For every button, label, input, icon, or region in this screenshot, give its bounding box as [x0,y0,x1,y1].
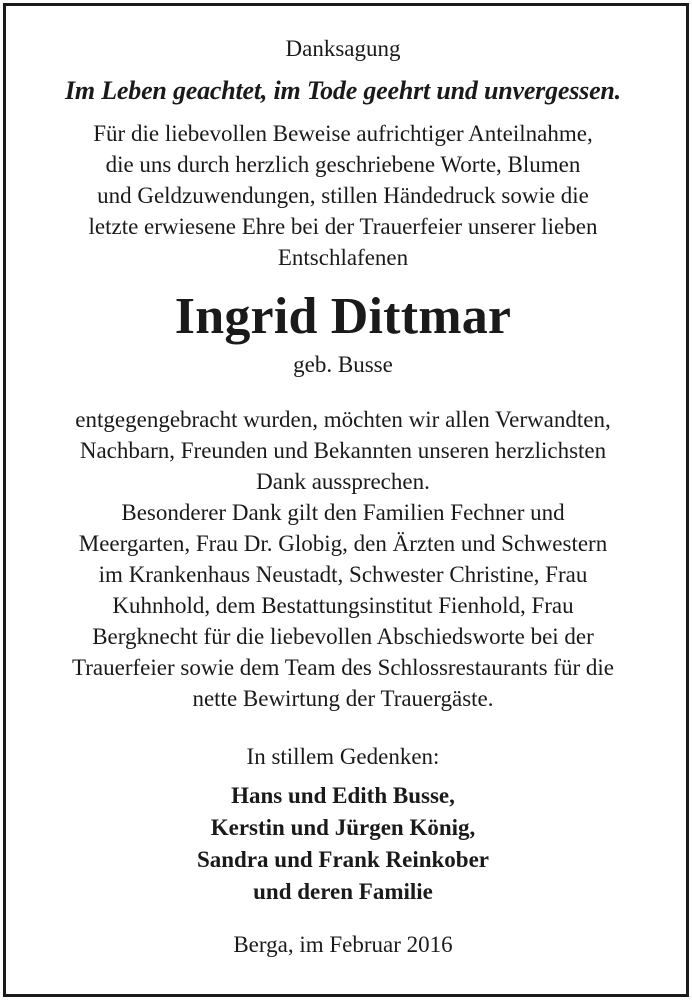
deceased-name: Ingrid Dittmar [174,288,512,345]
intro-line: Für die liebevollen Beweise aufrichtiger Anteilnahme, [93,121,593,146]
intro-line: Entschlafenen [277,245,409,270]
maiden-name: geb. Busse [293,352,393,377]
thanks-line: Nachbarn, Freunden und Bekannten unseren herzlichsten [79,438,607,463]
intro-line: und Geldzuwendungen, stillen Händedruck sowie die [97,183,589,208]
remembrance-line: In stillem Gedenken: [246,744,440,769]
thanks-line: Meergarten, Frau Dr. Globig, den Ärzten und Schwestern [78,531,608,556]
thanks-line: Kuhnhold, dem Bestattungsinstitut Fienhold, Frau [112,593,574,618]
intro-line: die uns durch herzlich geschriebene Worte, Blumen [105,152,581,177]
thanks-line: nette Bewirtung der Trauergäste. [192,686,494,711]
thanks-line: im Krankenhaus Neustadt, Schwester Christine, Frau [98,562,588,587]
thanks-paragraph [0,404,686,714]
thanks-line: Bergknecht für die liebevollen Abschiedsworte bei der [92,624,594,649]
signer-name: und deren Familie [253,879,433,904]
thanks-line: entgegengebracht wurden, möchten wir allen Verwandten, [75,407,611,432]
thanks-line: Dank aussprechen. [256,469,430,494]
place-date: Berga, im Februar 2016 [233,932,453,957]
signers-block [0,780,686,908]
signer-name: Kerstin und Jürgen König, [210,815,476,840]
signer-name: Hans und Edith Busse, [231,783,455,808]
thanks-line: Besonderer Dank gilt den Familien Fechner und [121,500,565,525]
notice-heading: Danksagung [285,36,401,61]
notice-motto: Im Leben geachtet, im Tode geehrt und unvergessen. [65,76,621,105]
thanks-line: Trauerfeier sowie dem Team des Schlossrestaurants für die [72,655,614,680]
intro-paragraph [0,118,686,273]
signer-name: Sandra und Frank Reinkober [196,847,490,872]
intro-line: letzte erwiesene Ehre bei der Trauerfeier unserer lieben [88,214,598,239]
